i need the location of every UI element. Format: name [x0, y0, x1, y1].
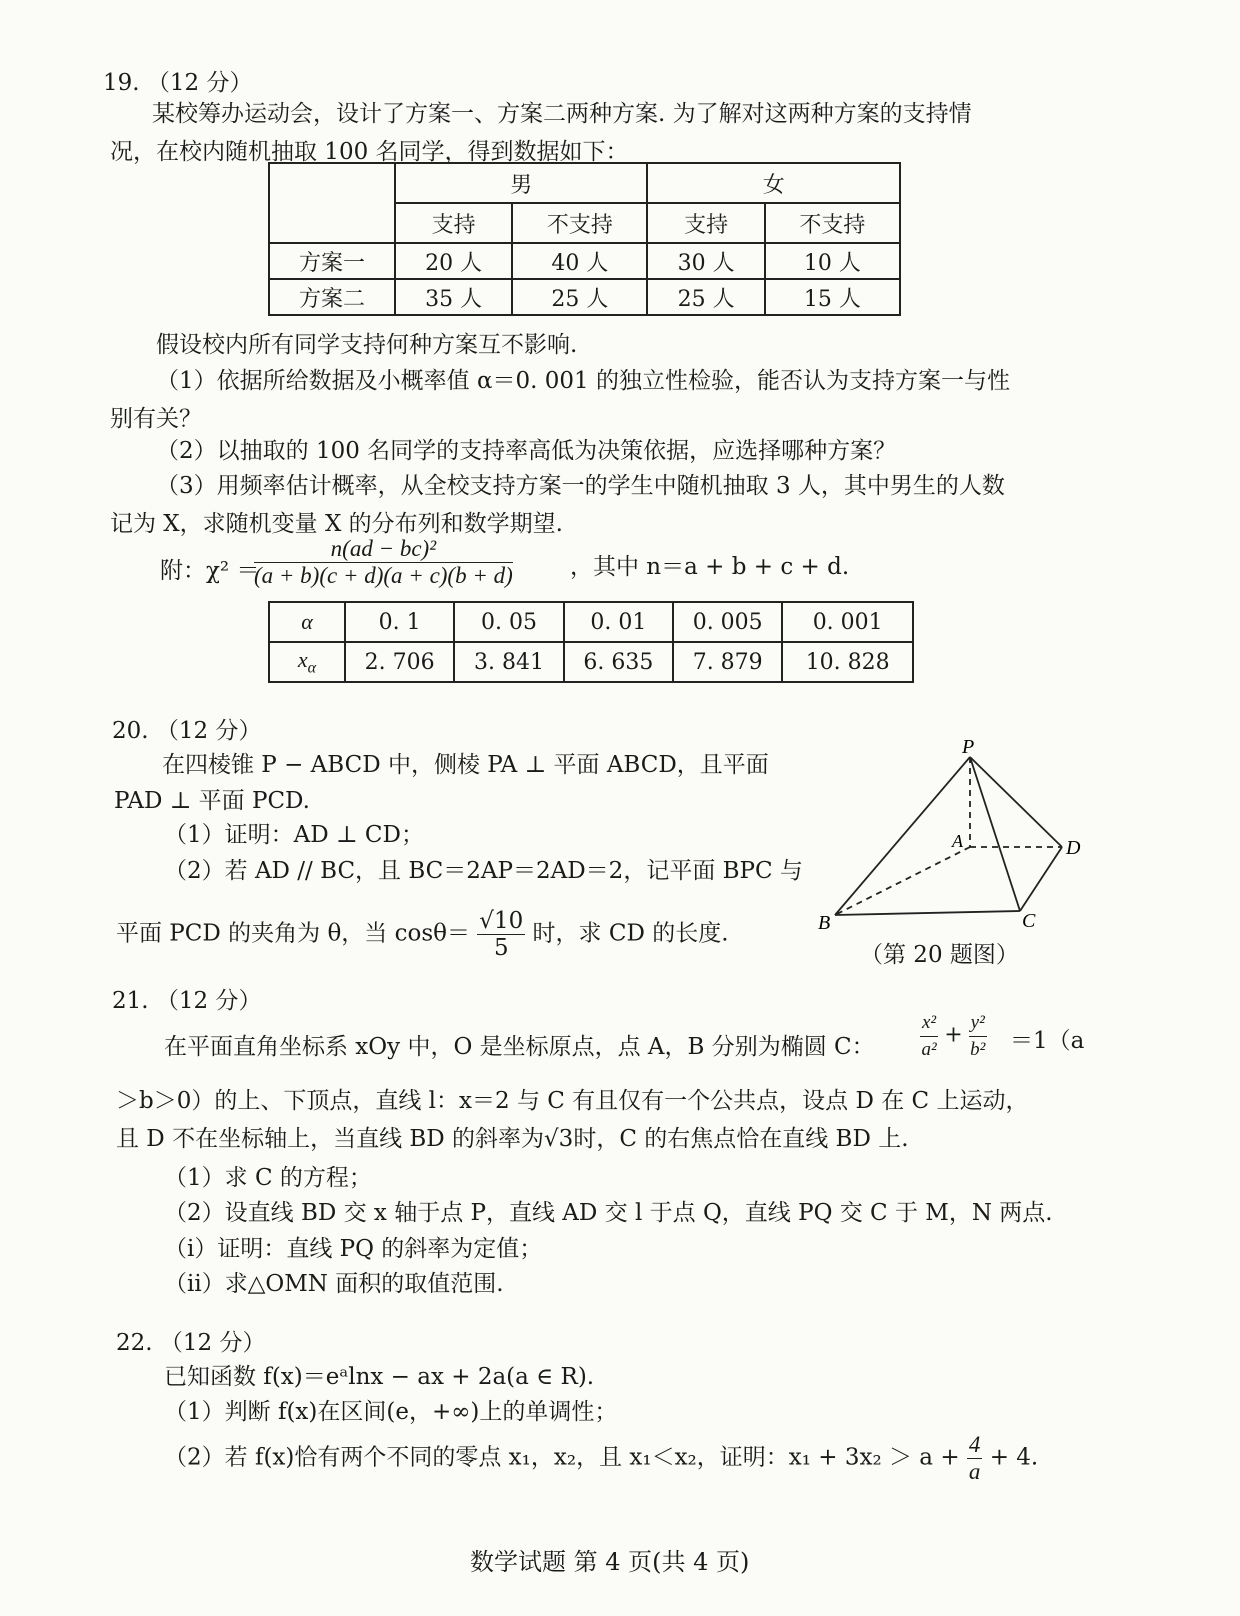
- q21-line1-tail: ＝1（a: [1010, 1028, 1085, 1054]
- table-cell: 0. 005: [673, 602, 782, 642]
- table-cell: 10. 828: [782, 642, 913, 682]
- edge-PC: [970, 757, 1020, 911]
- table-cell: 30 人: [647, 243, 764, 279]
- q19-survey-table: [268, 162, 901, 316]
- vertex-label-C: C: [1022, 910, 1036, 932]
- table-cell: 10 人: [765, 243, 900, 279]
- fraction-denominator: a²: [921, 1039, 937, 1060]
- fraction-numerator: 4: [968, 1432, 981, 1457]
- fraction-denominator: b²: [970, 1039, 986, 1060]
- q22-part2-text-a: （2）若 f(x)恰有两个不同的零点 x₁，x₂，且 x₁＜x₂，证明：x₁ + 3x₂ ＞ a +: [164, 1444, 960, 1471]
- q19-formula-where: ，其中 n＝a + b + c + d.: [570, 554, 850, 580]
- table-cell: 15 人: [765, 279, 900, 315]
- q19-part1-line2: 别有关？: [110, 406, 202, 432]
- table-row: [269, 243, 900, 279]
- alpha-label: α: [269, 602, 345, 642]
- vertex-label-P: P: [962, 736, 975, 758]
- table-cell: 25 人: [647, 279, 764, 315]
- q19-part1-line1: （1）依据所给数据及小概率值 α＝0. 001 的独立性检验，能否认为支持方案一与性: [156, 368, 1010, 394]
- table-subheader-support: 支持: [647, 203, 764, 243]
- table-corner-cell: [269, 163, 395, 243]
- fraction-denominator: 5: [493, 935, 509, 961]
- edge-PB: [835, 757, 970, 915]
- q22-part2: [164, 1432, 1038, 1485]
- fraction-denominator: (a + b)(c + d)(a + c)(b + d): [254, 563, 513, 588]
- table-cell: 0. 01: [564, 602, 673, 642]
- q19-part3-line1: （3）用频率估计概率，从全校支持方案一的学生中随机抽取 3 人，其中男生的人数: [156, 473, 1005, 499]
- q22-part1: （1）判断 f(x)在区间(e，+∞)上的单调性；: [164, 1399, 618, 1425]
- table-cell: 0. 001: [782, 602, 913, 642]
- q19-heading: 19. （12 分）: [103, 70, 253, 96]
- figure-caption: （第 20 题图）: [860, 942, 1019, 968]
- q22-heading: 22. （12 分）: [116, 1330, 266, 1356]
- fraction-numerator: y²: [969, 1010, 987, 1037]
- q21-part2-ii: （ⅱ）求△OMN 面积的取值范围.: [164, 1271, 504, 1297]
- q19-intro-line2: 况，在校内随机抽取 100 名同学，得到数据如下：: [110, 139, 629, 165]
- q19-chi-square-fraction: [254, 536, 513, 589]
- table-subheader-support: 支持: [395, 203, 512, 243]
- q19-formula-prefix: 附：χ² ＝: [160, 558, 260, 584]
- q20-part2-line1: （2）若 AD // BC，且 BC＝2AP＝2AD＝2，记平面 BPC 与: [164, 858, 803, 884]
- q20-part1: （1）证明：AD ⊥ CD；: [164, 822, 424, 848]
- x-label: x: [297, 646, 308, 672]
- fraction-numerator: n(ad − bc)²: [254, 536, 513, 563]
- table-cell: 25 人: [512, 279, 647, 315]
- q19-part3-line2: 记为 X，求随机变量 X 的分布列和数学期望.: [110, 511, 563, 537]
- table-subheader-nosupport: 不支持: [765, 203, 900, 243]
- q21-part2-i: （ⅰ）证明：直线 PQ 的斜率为定值；: [164, 1236, 543, 1262]
- table-row: [269, 642, 913, 682]
- fraction-numerator: √10: [479, 908, 524, 934]
- q20-line1: 在四棱锥 P − ABCD 中，侧棱 PA ⊥ 平面 ABCD，且平面: [162, 752, 769, 778]
- q19-intro-line1: 某校筹办运动会，设计了方案一、方案二两种方案. 为了解对这两种方案的支持情: [152, 101, 972, 127]
- table-cell: 35 人: [395, 279, 512, 315]
- q21-line3: 且 D 不在坐标轴上，当直线 BD 的斜率为√3时，C 的右焦点恰在直线 BD 上.: [116, 1126, 909, 1152]
- table-cell: 20 人: [395, 243, 512, 279]
- q21-part1: （1）求 C 的方程；: [164, 1165, 372, 1191]
- x-subscript: α: [307, 659, 317, 677]
- page-footer: 数学试题 第 4 页(共 4 页): [470, 1548, 750, 1576]
- q22-line1: 已知函数 f(x)＝eᵃlnx − ax + 2a(a ∈ R).: [164, 1364, 595, 1390]
- table-row: [269, 602, 913, 642]
- q20-heading: 20. （12 分）: [112, 718, 262, 744]
- table-cell: 0. 05: [454, 602, 563, 642]
- table-cell: 2. 706: [345, 642, 454, 682]
- q20-line2: PAD ⊥ 平面 PCD.: [114, 788, 310, 814]
- q22-part2-text-b: + 4.: [989, 1444, 1039, 1471]
- fraction-numerator: x²: [920, 1010, 938, 1037]
- q19-part2: （2）以抽取的 100 名同学的支持率高低为决策依据，应选择哪种方案？: [156, 438, 897, 464]
- q19-critical-value-table: [268, 601, 914, 683]
- ellipse-equation: $\frac{\text{x²}}{\text{a²}}$ + $\frac{\text{y²}}{\text{b²}}$: [920, 1010, 987, 1063]
- edge-BC: [835, 911, 1020, 915]
- row-label: 方案二: [269, 279, 395, 315]
- edge-AB: [835, 847, 970, 915]
- table-cell: 0. 1: [345, 602, 454, 642]
- table-cell: 3. 841: [454, 642, 563, 682]
- table-cell: 6. 635: [564, 642, 673, 682]
- table-header-male: 男: [395, 163, 647, 203]
- pyramid-figure: [810, 735, 1100, 935]
- vertex-label-D: D: [1066, 837, 1081, 859]
- row-label: 方案一: [269, 243, 395, 279]
- vertex-label-A: A: [952, 831, 963, 851]
- table-header-female: 女: [647, 163, 900, 203]
- edge-CD: [1020, 847, 1062, 911]
- table-row: [269, 279, 900, 315]
- q21-line2: ＞b＞0）的上、下顶点，直线 l：x＝2 与 C 有且仅有一个公共点，设点 D 在 C 上运动，: [116, 1088, 1029, 1114]
- q20-part2-text-a: 平面 PCD 的夹角为 θ，当 cosθ＝: [116, 920, 470, 947]
- q21-part2: （2）设直线 BD 交 x 轴于点 P，直线 AD 交 l 于点 Q，直线 PQ 交 C 于 M，N 两点.: [164, 1200, 1053, 1226]
- q19-assumption: 假设校内所有同学支持何种方案互不影响.: [156, 332, 578, 358]
- x-alpha-label: [269, 642, 345, 682]
- table-subheader-nosupport: 不支持: [512, 203, 647, 243]
- vertex-label-B: B: [818, 912, 831, 934]
- q20-part2-line2: [116, 908, 729, 961]
- q20-part2-text-b: 时，求 CD 的长度.: [532, 920, 729, 947]
- fraction-denominator: a: [968, 1459, 981, 1484]
- q21-line1-text: 在平面直角坐标系 xOy 中，O 是坐标原点，点 A，B 分别为椭圆 C：: [164, 1034, 875, 1060]
- q21-heading: 21. （12 分）: [112, 988, 262, 1014]
- table-cell: 7. 879: [673, 642, 782, 682]
- table-cell: 40 人: [512, 243, 647, 279]
